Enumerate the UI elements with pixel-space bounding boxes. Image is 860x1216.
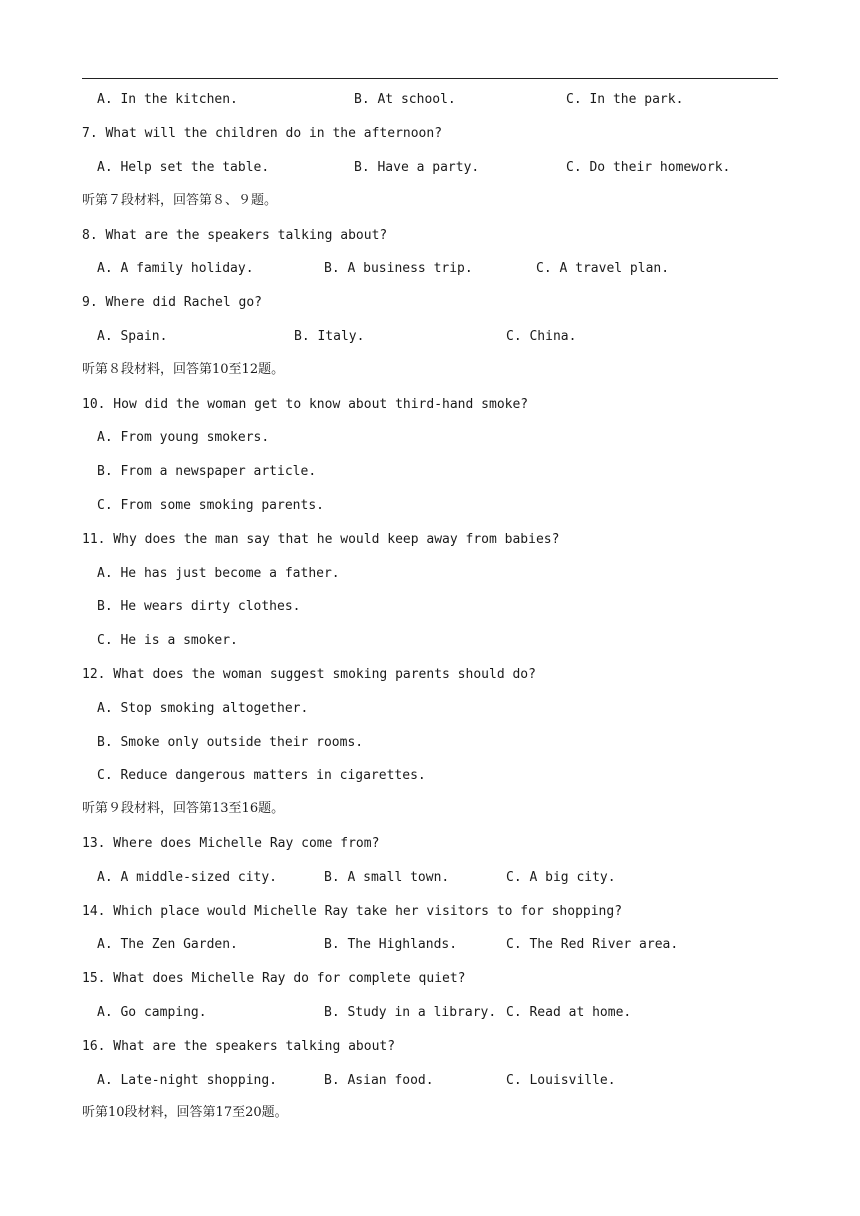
q13-option-c: C. A big city. xyxy=(506,870,616,885)
section-9-heading: 听第９段材料，回答第13至16题。 xyxy=(82,801,285,816)
q12-option-c: C. Reduce dangerous matters in cigarettes. xyxy=(97,768,426,783)
q15-option-c: C. Read at home. xyxy=(506,1005,632,1020)
section-10-heading: 听第10段材料，回答第17至20题。 xyxy=(82,1105,288,1120)
q12-option-a: A. Stop smoking altogether. xyxy=(97,701,309,716)
q9-option-b: B. Italy. xyxy=(294,329,365,344)
q10-option-b: B. From a newspaper article. xyxy=(97,464,317,479)
question-14: 14. Which place would Michelle Ray take her visitors to for shopping? xyxy=(82,904,623,919)
q7-option-b: B. Have a party. xyxy=(354,160,480,175)
question-7: 7. What will the children do in the afternoon? xyxy=(82,126,443,141)
section-7-heading: 听第７段材料，回答第８、９题。 xyxy=(82,193,278,208)
header-rule xyxy=(82,78,778,79)
question-15: 15. What does Michelle Ray do for complete quiet? xyxy=(82,971,466,986)
q14-option-a: A. The Zen Garden. xyxy=(97,937,238,952)
q16-option-a: A. Late-night shopping. xyxy=(97,1073,278,1088)
q8-option-b: B. A business trip. xyxy=(324,261,473,276)
question-8: 8. What are the speakers talking about? xyxy=(82,228,388,243)
q10-option-a: A. From young smokers. xyxy=(97,430,270,445)
q8-option-a: A. A family holiday. xyxy=(97,261,254,276)
q6-option-b: B. At school. xyxy=(354,92,456,107)
q16-option-b: B. Asian food. xyxy=(324,1073,434,1088)
question-9: 9. Where did Rachel go? xyxy=(82,295,263,310)
q9-option-c: C. China. xyxy=(506,329,577,344)
question-10: 10. How did the woman get to know about third-hand smoke? xyxy=(82,397,529,412)
section-8-heading: 听第８段材料，回答第10至12题。 xyxy=(82,362,285,377)
q13-option-a: A. A middle-sized city. xyxy=(97,870,278,885)
question-16: 16. What are the speakers talking about? xyxy=(82,1039,396,1054)
q11-option-a: A. He has just become a father. xyxy=(97,566,340,581)
q6-option-a: A. In the kitchen. xyxy=(97,92,238,107)
q15-option-b: B. Study in a library. xyxy=(324,1005,497,1020)
question-11: 11. Why does the man say that he would keep away from babies? xyxy=(82,532,560,547)
q6-option-c: C. In the park. xyxy=(566,92,684,107)
q11-option-c: C. He is a smoker. xyxy=(97,633,238,648)
q11-option-b: B. He wears dirty clothes. xyxy=(97,599,301,614)
q7-option-c: C. Do their homework. xyxy=(566,160,731,175)
question-12: 12. What does the woman suggest smoking parents should do? xyxy=(82,667,536,682)
q14-option-c: C. The Red River area. xyxy=(506,937,679,952)
q7-option-a: A. Help set the table. xyxy=(97,160,270,175)
q9-option-a: A. Spain. xyxy=(97,329,168,344)
q13-option-b: B. A small town. xyxy=(324,870,450,885)
q12-option-b: B. Smoke only outside their rooms. xyxy=(97,735,364,750)
q10-option-c: C. From some smoking parents. xyxy=(97,498,324,513)
q8-option-c: C. A travel plan. xyxy=(536,261,670,276)
q14-option-b: B. The Highlands. xyxy=(324,937,458,952)
question-13: 13. Where does Michelle Ray come from? xyxy=(82,836,380,851)
q15-option-a: A. Go camping. xyxy=(97,1005,207,1020)
q16-option-c: C. Louisville. xyxy=(506,1073,616,1088)
